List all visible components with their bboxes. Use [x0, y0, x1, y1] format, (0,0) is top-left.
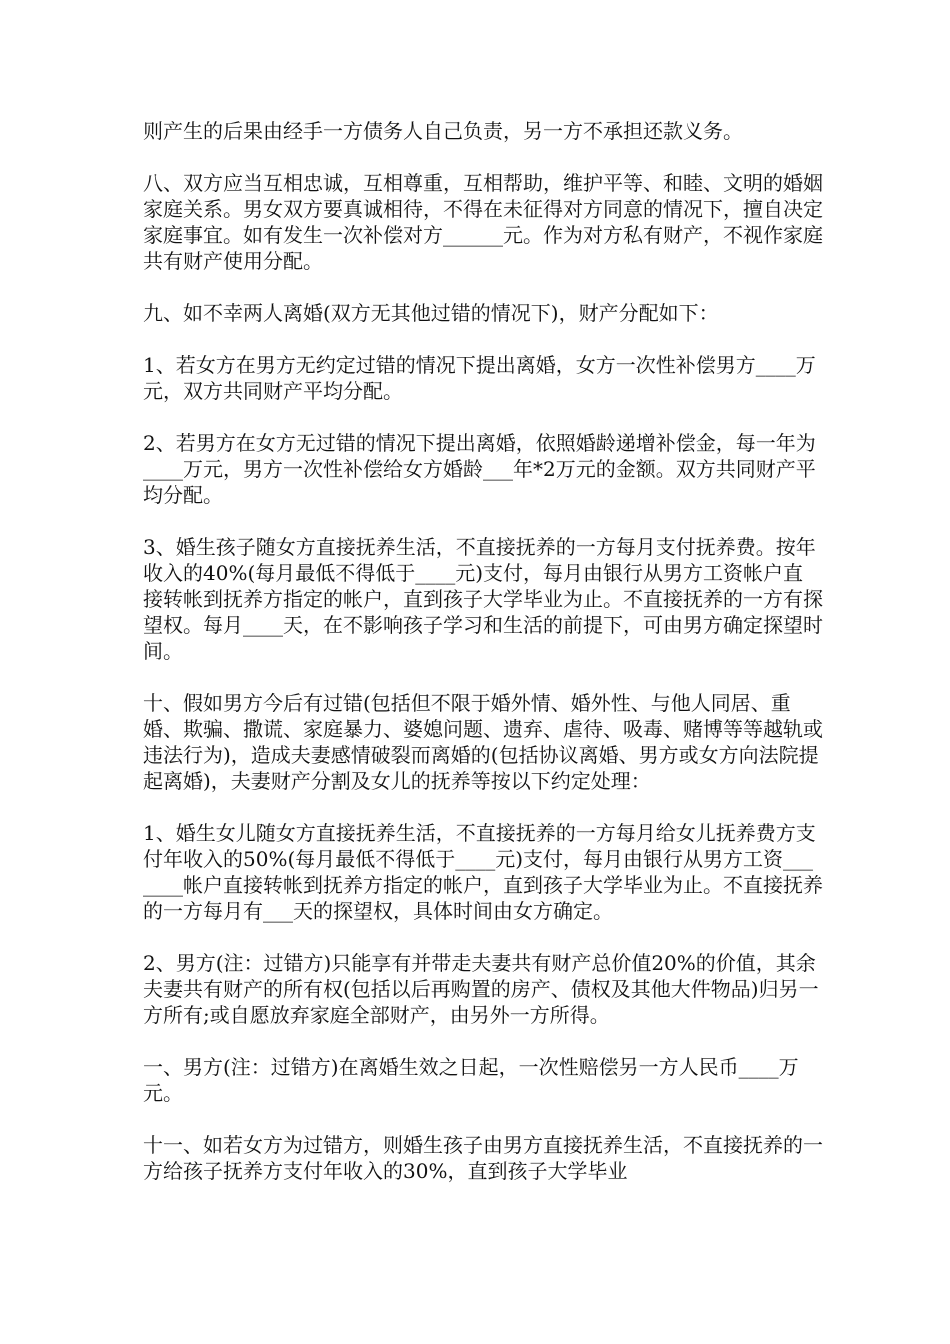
paragraph: 十一、如若女方为过错方，则婚生孩子由男方直接抚养生活，不直接抚养的一方给孩子抚养方支付年收入的30%，直到孩子大学毕业	[143, 1133, 823, 1183]
paragraph: 2、男方(注：过错方)只能享有并带走夫妻共有财产总价值20%的价值，其余夫妻共有财产的所有权(包括以后再购置的房产、债权及其他大件物品)归另一方所有;或自愿放弃家庭全部财产，由另外一方所得。	[143, 951, 819, 1027]
paragraph: 2、若男方在女方无过错的情况下提出离婚，依照婚龄递增补偿金，每一年为____万元，男方一次性补偿给女方婚龄___年*2万元的金额。双方共同财产平均分配。	[143, 431, 816, 507]
paragraph: 3、婚生孩子随女方直接抚养生活，不直接抚养的一方每月支付抚养费。按年收入的40%(每月最低不得低于____元)支付，每月由银行从男方工资帐户直接转帐到抚养方指定的帐户，直到孩子大学毕业为止。不直接抚养的一方有探望权。每月____天，在不影响孩子学习和生活的前提下，可由男方确定探望时间。	[143, 535, 823, 663]
paragraph: 一、男方(注：过错方)在离婚生效之日起，一次性赔偿另一方人民币____万元。	[143, 1055, 799, 1105]
paragraph: 十、假如男方今后有过错(包括但不限于婚外情、婚外性、与他人同居、重婚、欺骗、撒谎、家庭暴力、婆媳问题、遗弃、虐待、吸毒、赌博等等越轨或违法行为)，造成夫妻感情破裂而离婚的(包括协议离婚、男方或女方向法院提起离婚)，夫妻财产分割及女儿的抚养等按以下约定处理：	[143, 691, 823, 793]
paragraph: 1、若女方在男方无约定过错的情况下提出离婚，女方一次性补偿男方____万元，双方共同财产平均分配。	[143, 353, 816, 403]
paragraph: 九、如不幸两人离婚(双方无其他过错的情况下)，财产分配如下：	[143, 301, 719, 325]
paragraph: 八、双方应当互相忠诚，互相尊重，互相帮助，维护平等、和睦、文明的婚姻家庭关系。男女双方要真诚相待，不得在未征得对方同意的情况下，擅自决定家庭事宜。如有发生一次补偿对方______元。作为对方私有财产，不视作家庭共有财产使用分配。	[143, 171, 823, 273]
paragraph: 则产生的后果由经手一方债务人自己负责，另一方不承担还款义务。	[143, 119, 743, 143]
document-body	[143, 118, 823, 1210]
paragraph: 1、婚生女儿随女方直接抚养生活，不直接抚养的一方每月给女儿抚养费方支付年收入的50%(每月最低不得低于____元)支付，每月由银行从男方工资_______帐户直接转帐到抚养方指定的帐户，直到孩子大学毕业为止。不直接抚养的一方每月有___天的探望权，具体时间由女方确定。	[143, 821, 823, 923]
